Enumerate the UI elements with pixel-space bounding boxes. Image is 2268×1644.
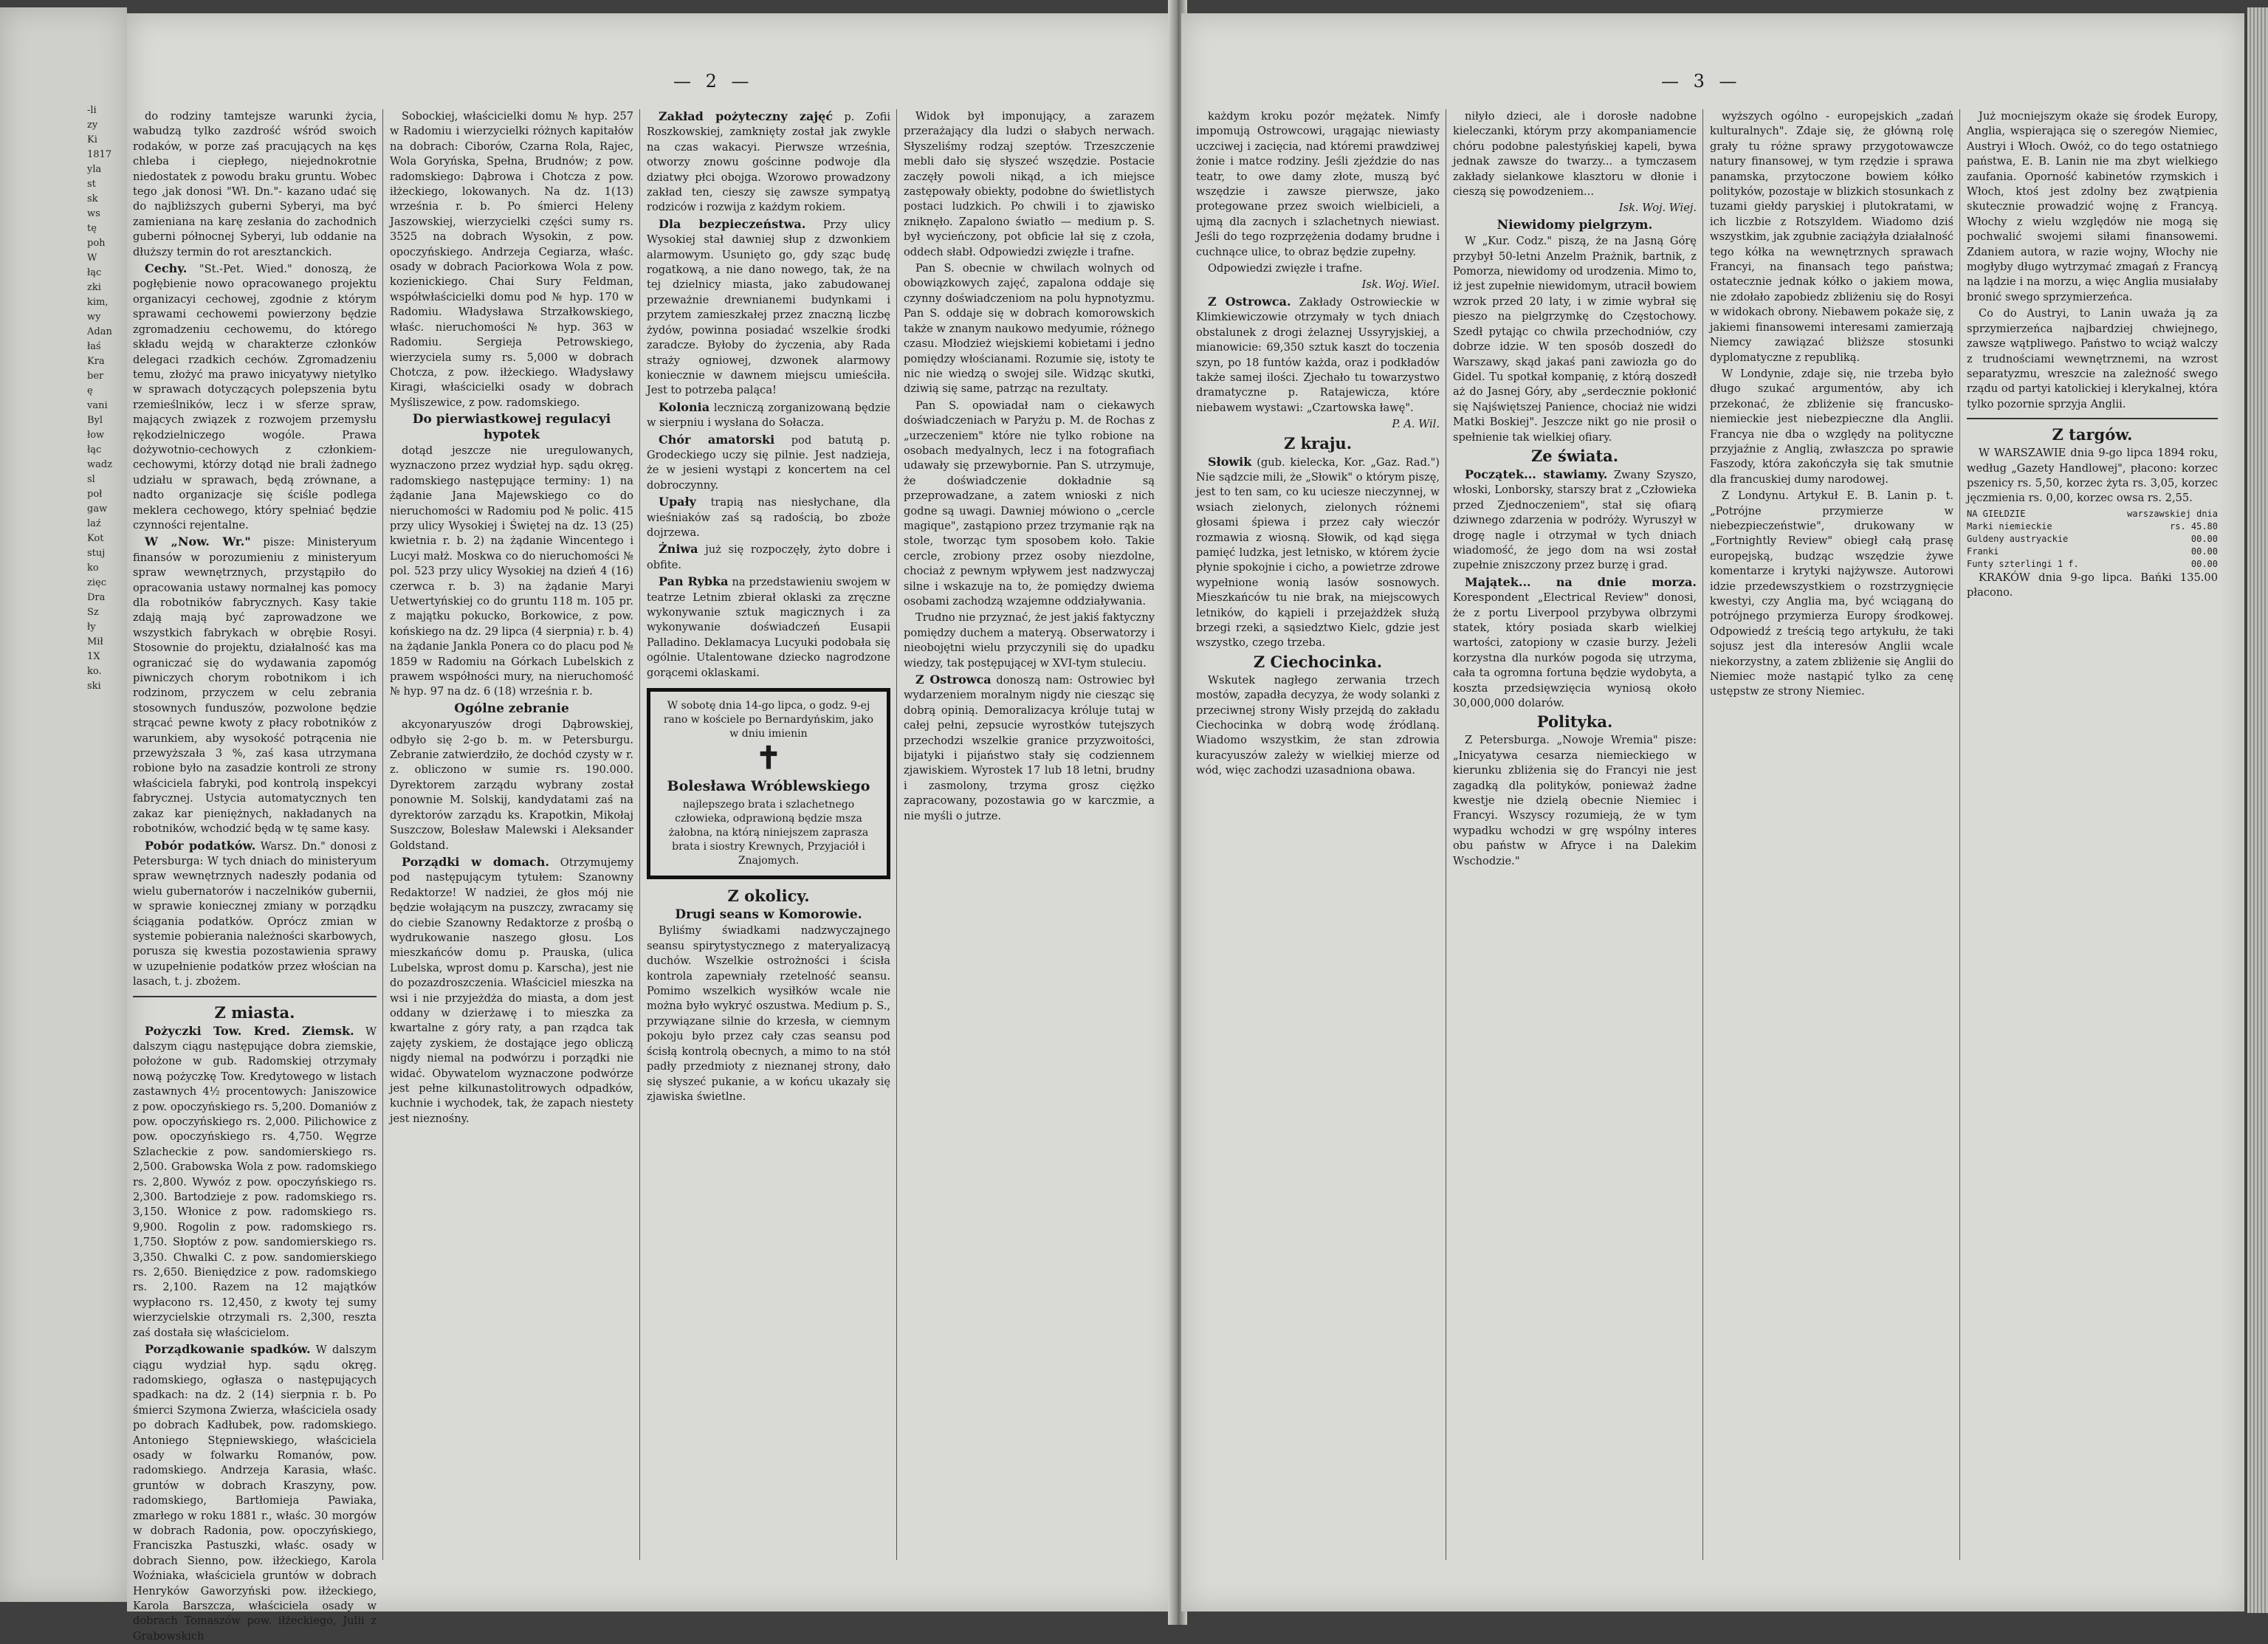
cross-icon: ✝: [755, 740, 782, 777]
obituary-text: najlepszego brata i szlachetnego człowieka, odprawioną będzie msza żałobna, na którą niniejszem zaprasza brata i siostry Krewnych, Przyjaciół i Znajomych.: [668, 799, 869, 867]
article-paragraph: [1196, 261, 1440, 276]
article-text: każdym kroku pozór mężatek. Nimfy impomują Ostrowcowi, urągając niewiasty uczciwej i zacięcia, nad któremi prawdziwej żonie i matce rodziny. Jeśli zjeździe do nas teatr, to owe damy złote, muszą być wszędzie i zawsze pierwsze, jako protegowane przez swoich wielbicieli, a ujmą dla zacnych i szlachetnych niewiast. Jeśli do tego rozprzężenia dodamy brudne i cuchnące ulice, to obraz będzie zupełny.: [1196, 110, 1440, 258]
article-paragraph: [1967, 109, 2218, 305]
article-paragraph: [133, 109, 377, 260]
right-page: [1181, 13, 2244, 1612]
exchange-label: Franki: [1967, 546, 1999, 557]
left-column-1: [133, 109, 377, 1643]
article-title: Ogólne zebranie: [454, 701, 569, 716]
article-paragraph: [1196, 455, 1440, 651]
article-text: Otrzymujemy pod następującym tytułem: Szanowny Redaktorze! W nadziei, że głos mój nie będzie wołającym na puszczy, zwracamy się do ciebie Szanowny Redaktorze z prośbą o wydrukowanie naszego głosu. Los mieszkańców domu p. Prauska, (ulica Lubelska, wprost domu p. Karscha), jest nie do pozazdroszczenia. Właściciel mieszka na wsi i nie przyjeżdża do miasta, a dom jest oddany w dzierżawę i to mieszka za kwartalne z góry raty, a pan rządca tak zajęty zyskiem, że dostające jego obliczą nigdy niemal na podwórzu i porządki nie widać. Obywatelom wyznaczone podwórze jest pełne kilkunastolitrowych odpadków, kuchnie i wychodek, tak, że zapach niestety jest nieznośny.: [390, 856, 633, 1125]
article-heading: Pobór podatków.: [145, 838, 256, 853]
edge-fragment: ły: [87, 622, 96, 633]
article-paragraph: [390, 109, 633, 410]
article-paragraph: [647, 433, 890, 494]
edge-fragment: sk: [87, 193, 98, 204]
edge-fragment: wy: [87, 312, 101, 323]
edge-fragment: Ki: [87, 134, 97, 145]
right-column-1: [1196, 109, 1440, 1560]
left-column-3: [647, 109, 890, 1560]
article-text: wyższych ogólno - europejskich „zadań kulturalnych". Zdaje się, że główną rolę grały tu różne sprawy przygotowawcze natury finansowej, w tym rzędzie i sprawa panamska, przytoczone bowiem kółko polityków, pozostaje w blizkich stosunkach z tuzami giełdy paryskiej i plutokratami, w ich liczbie z Rotszyldem. Wiadomo dziś wszystkim, jak zgubnie zaciążyła działalność tego kółka na wewnętrznych sprawach Francyi, na finansach tego państwa; ostatecznie jednak kółko o jakiem mowa, nie zdołało zapobiedz zbliżeniu się do Rosyi w widokach obrony. Niebawem pokaże się, z jakiemi finansowemi interesami zamierzają Niemcy zawiązać bliższe stosunki dyplomatyczne z republiką.: [1710, 110, 1953, 364]
article-paragraph: [1196, 295, 1440, 416]
exchange-value: 00.00: [2190, 533, 2218, 544]
article-text: Co do Austryi, to Lanin uważa ją za sprzymierzeńca najbardziej chwiejnego, zawsze wątpliwego. Państwo to wciąż walczy z trudnościami wewnętrznemi, na wzrost separatyzmu, wreszcie na zależność swego rządu od partyi katolickiej i klerykalnej, która tylko pozornie sprzyja Anglii.: [1967, 307, 2218, 410]
edge-fragment: -li: [87, 105, 97, 116]
article-paragraph: [1710, 489, 1953, 700]
left-column-2: [390, 109, 633, 1560]
edge-fragment: 1817: [87, 149, 112, 160]
page-stack-edge: [2247, 7, 2268, 1613]
article-paragraph: [1453, 733, 1697, 869]
article-text: Już mocniejszym okaże się środek Europy, Anglia, wspierająca się o szeregów Niemiec, Austryi i Włoch. Owóż, co do tego ostatniego państwa, E. B. Lanin nie ma zbyt wielkiego zaufania. Oporność kabinetów rzymskich i Włoch, ktoś jest zdolny bez zwątpienia skutecznie prowadzić wojnę z Francyą. Włochy z wielu względów nie mogą się pochwalić swojemi siłami finansowemi. Zdaniem autora, w razie wojny, Włochy nie mogłyby długo wytrzymać zmagań z Francyą na lądzie i na morzu, a więc Anglia musiałaby bronić swego sprzymierzeńca.: [1967, 110, 2218, 303]
article-text: już się rozpoczęły, żyto dobre i obfite.: [647, 543, 890, 571]
edge-fragment: łow: [87, 430, 105, 441]
edge-fragment: ws: [87, 208, 100, 219]
article-text: W Londynie, zdaje się, nie trzeba było długo szukać argumentów, aby ich przekonać, że zbliżenie się francusko-niemieckie jest niebezpieczne dla Anglii. Francya nie dba o względy na polityczne przyjaźnie z Anglią, zwłaszcza po sprawie Faszody, która zakończyła się tak smutnie dla francuskiej dumy narodowej.: [1710, 367, 1953, 486]
right-column-2: [1453, 109, 1697, 1560]
article-text: W „Kur. Codz." piszą, że na Jasną Górę przybył 50-letni Anzelm Prażnik, bartnik, z Pomorza, niewidomy od urodzenia. Mimo to, iż jest zupełnie niewidomym, utracił bowiem wzrok przed 20 laty, i w zimie wybrał się pieszo na pielgrzymkę do Częstochowy. Szedł pytając co chwila przechodniów, czy dobrze idzie. W ten sposób doszedł do Warszawy, skąd jakaś pani zawiozła go do Gidel. Tu spotkał kompanię, z którą doszedł aż do Jasnej Góry, aby „serdecznie pokłonić się Najświętszej Panience, chociaż nie widzi Matki Boskiej". Jeszcze nikt go nie prosił o spełnienie tak wielkiej ofiary.: [1453, 235, 1697, 444]
exchange-row: [1967, 533, 2218, 546]
article-paragraph: [1196, 109, 1440, 260]
edge-fragment: Kot: [87, 533, 104, 544]
article-text: Byliśmy świadkami nadzwyczajnego seansu spirytystycznego z materyalizacyą duchów. Wszelkie ostrożności i ścisła kontrola zapewniały rzetelność seansu. Pomimo wszelkich wysiłków wcale nie można było wykryć oszustwa. Medium p. S., przywiązane silnie do krzesła, w ciemnym pokoju było przez cały czas seansu pod ścisłą kontrolą obecnych, a mimo to na stół padły przedmioty z nieznanej strony, dało się słyszeć pukanie, a w końcu ukazały się zjawiska świetlne.: [647, 924, 890, 1103]
section-title: Z miasta.: [214, 1002, 295, 1022]
article-paragraph: [647, 217, 890, 399]
article-heading: W „Now. Wr.": [145, 534, 251, 549]
article-paragraph: [133, 1024, 377, 1341]
article-paragraph: [1196, 673, 1440, 779]
edge-fragment: ski: [87, 681, 101, 692]
edge-fragment: łaś: [87, 341, 101, 352]
article-paragraph: [647, 574, 890, 681]
edge-fragment: Dra: [87, 592, 106, 603]
obituary-intro: W sobotę dnia 14-go lipca, o godz. 9-ej rano w kościele po Bernardyńskim, jako w dniu imienin: [663, 700, 874, 740]
edge-fragment: st: [87, 179, 96, 190]
article-paragraph: [133, 1342, 377, 1644]
exchange-value: warszawskiej dnia: [2127, 508, 2218, 519]
article-text: dotąd jeszcze nie uregulowanych, wyznaczono przez wydział hyp. sądu okręg. radomskiego następujące terminy: 1) na żądanie Jana Majewskiego co do nieruchomości w Radomiu pod № polic. 415 przy ulicy Wysokiej i Świętej na dz. 13 (25) kwietnia r. b. 2) na żądanie Wincentego i Lucyi małż. Moskwa co do nieruchomości № pol. 523 przy ulicy Wysokiej na dzień 4 (16) czerwca r. b. 3) na żądanie Maryi Uetwertyńskiej co do gruntu 118 m. 105 pr. z majątku pokucko, Borkowice, z pow. końskiego na dz. 29 lipca (4 sierpnia) r. b. 4) na żądanie Jankla Ponera co do placu pod № 1859 w Radomiu na Górkach Lubelskich z prawem współności mury, na nieruchomość № hyp. 97 na dz. 6 (18) września r. b.: [390, 444, 633, 698]
article-heading: Chór amatorski: [659, 432, 775, 447]
edge-fragments: [87, 103, 124, 1565]
article-text: Pan S. obecnie w chwilach wolnych od obowiązkowych zajęć, zapalona oddaje się czynny doświadczeniom na polu hypnotyzmu. Pan S. oddaje się w dobrach komorowskich także w znanym naukowo medyumie, różnego czasu. Młodzież wiejskiemi kobietami i jedno pomiędzy włościanami. Rozumie się, istoty te nic nie wiedzą o swojej sile. Widząc skutki, dziwią się same, patrząc na rezultaty.: [904, 262, 1155, 396]
author-signature: Isk. Woj. Wiel.: [1361, 278, 1440, 292]
article-paragraph: [904, 611, 1155, 671]
article-paragraph: [133, 261, 377, 533]
article-heading: Z Ostrowca.: [1208, 294, 1291, 309]
edge-fragment: Byl: [87, 415, 103, 426]
edge-fragment: zy: [87, 120, 98, 131]
column-divider: [896, 109, 897, 1560]
edge-fragment: poh: [87, 238, 106, 249]
article-text: W WARSZAWIE dnia 9-go lipca 1894 roku, według „Gazety Handlowej", płacono: korzec pszenicy rs. 5,50, korzec żyta rs. 3,05, korzec jęczmienia rs. 0,00, korzec owsa rs. 2,55.: [1967, 447, 2218, 505]
edge-fragment: ber: [87, 371, 104, 382]
section-rule: [133, 996, 377, 997]
previous-page-edge: [0, 7, 127, 1602]
article-title: Drugi seans w Komorowie.: [675, 907, 862, 923]
section-title: Polityka.: [1536, 712, 1613, 732]
right-column-4: [1967, 109, 2218, 1560]
article-text: p. Zofii Roszkowskiej, zamknięty został jak zwykle na czas wakacyi. Pierwsze września, otworzy znowu gościnne podwoje dla dziatwy płci obojga. Wzorowo prowadzony zakład ten, cieszy się zawsze sympatyą rodziców i rozwija z każdym rokiem.: [647, 111, 890, 214]
column-divider: [639, 109, 640, 1560]
edge-fragment: vani: [87, 400, 108, 411]
author-signature: Isk. Woj. Wiej.: [1618, 202, 1697, 215]
exchange-label: Marki niemieckie: [1967, 520, 2052, 532]
edge-fragment: yla: [87, 164, 102, 175]
article-text: do rodziny tamtejsze warunki życia, wabudzą tylko zazdrość wśród swoich rodaków, w porze zaś pracujących na kęs chleba i ciepłego, niejednokrotnie niedostatek z powodu braku gruntu. Wobec tego ,jak donosi "Wł. Dn."- kazano udać się do najbliższych guberni Syberyi, ma być zamieniana na karę zesłania do zachodnich guberni północnej Syberyi, lub oddanie na dłuższy termin do rot aresztanckich.: [133, 110, 377, 258]
article-heading: Cechy.: [145, 261, 188, 276]
article-heading: Dla bezpieczeństwa.: [659, 216, 806, 231]
exchange-value: 00.00: [2190, 546, 2218, 557]
article-heading: Kolonia: [659, 399, 710, 414]
right-column-3: [1710, 109, 1953, 1560]
article-paragraph: [390, 718, 633, 853]
edge-fragment: sl: [87, 474, 95, 485]
article-text: Odpowiedzi zwięzłe i trafne.: [1208, 262, 1363, 275]
obituary-notice: [647, 688, 890, 879]
edge-fragment: W: [87, 252, 97, 264]
edge-fragment: Kra: [87, 356, 105, 367]
article-paragraph: [1453, 109, 1697, 199]
section-title: Z targów.: [2052, 425, 2133, 444]
section-title: Z kraju.: [1283, 433, 1353, 453]
article-paragraph: [904, 261, 1155, 397]
article-paragraph: [133, 534, 377, 836]
edge-fragment: łąc: [87, 267, 102, 278]
left-page: [127, 13, 1175, 1643]
article-heading: Majątek... na dnie morza.: [1465, 574, 1697, 589]
article-text: trapią nas niesłychane, dla wieśniaków zaś są radością, bo zboże dojrzewa.: [647, 496, 890, 539]
exchange-row: [1967, 546, 2218, 558]
article-heading: Zakład pożyteczny zajęć: [659, 109, 834, 123]
article-heading: Pożyczki Tow. Kred. Ziemsk.: [145, 1023, 354, 1038]
article-paragraph: [647, 109, 890, 216]
edge-fragment: Sz: [87, 607, 99, 618]
edge-fragment: Adan: [87, 326, 112, 337]
article-text: W dalszym ciągu następujące dobra ziemskie, położone w gub. Radomskiej otrzymały nową pożyczkę Tow. Kredytowego w listach zastawnych 4½ procentowych: Janiszowice z pow. opoczyńskiego rs. 5,200. Domaniów z pow. opoczyńskiego rs. 2,000. Pilichowice z pow. opoczyńskiego rs. 4,750. Węgrze Szlacheckie z pow. sandomierskiego rs. 2,500. Grabowska Wola z pow. radomskiego rs. 2,800. Wywóz z pow. opoczyńskiego rs. 2,300. Bartodzieje z pow. radomskiego rs. 3,150. Włonice z pow. radomskiego rs. 9,900. Rogolin z pow. radomskiego rs. 1,750. Słoptów z pow. sandomierskiego rs. 3,350. Chwalki C. z pow. sandomierskiego rs. 2,650. Bieniędzice z pow. radomskiego rs. 2,100. Razem na 12 majątków wypłacono rs. 12,450, z kwoty tej sumy wierzycielskie otrzymali rs. 2,300, reszta zaś dostała się właścicielom.: [133, 1025, 377, 1339]
article-paragraph: [904, 109, 1155, 260]
article-paragraph: [1710, 367, 1953, 487]
exchange-rates-table: [1967, 508, 2218, 571]
article-text: Zwany Szyszo, włoski, Lonborsky, starszy brat z „Człowieka przed Zjednoczeniem", stał się ofiarą dziwnego zdarzenia w podróży. Wyruszył w drogę nagle i otrzymał w tych dniach wiadomość, że jego dom na wsi został zupełnie zniszczony przez burzę i grad.: [1453, 468, 1697, 572]
article-paragraph: [904, 399, 1155, 610]
article-text: niłyło dzieci, ale i dorosłe nadobne kieleczanki, którym przy akompaniamencie chóru podobne palestyńskiej kapeli, bywa jednak zawsze do twarzy... a tymczasem zakłady sielankowe klasztoru w dłonie i cieszą się powodzeniem...: [1453, 110, 1697, 199]
edge-fragment: zki: [87, 282, 101, 293]
article-paragraph: [1453, 467, 1697, 574]
article-text: Przy ulicy Wysokiej stał dawniej słup z dzwonkiem alarmowym. Usunięto go, gdy sząc budę rogatkową, a nie dano nowego, tak, że na tej dzielnicy miasta, jako zabudowanej przeważnie drewnianemi budynkami i przytem zamieszkałej przez znaczną liczbę żydów, powinna posiadać wszelkie środki zaradcze. Byłoby do życzenia, aby Rada straży ogniowej, dzwonek alarmowy koniecznie w dawnem miejscu umieściła. Jest to potrzeba paląca!: [647, 218, 890, 397]
article-heading: Początek... stawiamy.: [1465, 467, 1608, 481]
exchange-label: Funty szterlingi 1 f.: [1967, 558, 2079, 569]
edge-fragment: Mił: [87, 636, 103, 647]
article-text: Zakłady Ostrowieckie w Klimkiewiczowie otrzymały w tych dniach obstalunek z drogi żelaznej Ussyryjskiej, a mianowicie: 69,350 sztuk kaszt do toczenia szyn, po 18 funtów każda, oraz i podkładów także samej ilości. Zjechało tu towarzystwo dramatyczne p. Ratajewicza, które niebawem wystawi: „Czartowska ławę".: [1196, 295, 1440, 414]
page-number-left: — 2 —: [673, 71, 754, 92]
column-divider: [382, 109, 383, 1560]
article-text: "St.-Pet. Wied." donoszą, że pogłębienie nowo opracowanego projektu organizacyi cechowej, zgodnie z którym sprawami cechowemi powierzony będzie zgromadzeniu cechowemu, do którego składu wejdą w charakterze członków delegaci rzadkich cechów. Zgromadzeniu temu, złożyć ma prawo inicyatywy nietylko w sprawach dotyczących polepszenia bytu rzemieślników, lecz i w sferze spraw, mających związek z rozwojem przemysłu rękodzielniczego wogóle. Prawa dożywotnio-cechowych z członkiem-cechowymi, którzy dotąd nie brali żadnego udziału w sprawach, będą zrównane, a nadto organizacje się ściśle podlega meklera cechowego, który spełniać będzie czynności rejentalne.: [133, 263, 377, 532]
column-divider: [1702, 109, 1703, 1560]
article-heading: Z Ostrowca: [915, 673, 992, 687]
article-text: Widok był imponujący, a zarazem przerażający dla ludzi o słabych nerwach. Słyszeliśmy rodzaj szeptów. Trzeszczenie mebli dało się słyszeć wszędzie. Postacie zaczęły powoli nikąd, a ich miejsce zastępowały obiekty, podobne do świetlistych postaci ludzkich. Po chwili i to zjawisko zniknęło. Zapalono światło — medium p. S. był wycieńczony, pot obficie lał się z czoła, oddech słabł. Odpowiedzi zwięzłe i trafne.: [904, 110, 1155, 258]
exchange-row: [1967, 558, 2218, 571]
article-text: pod batutą p. Grodeckiego uczy się pilnie. Jest nadzieja, że w jesieni wystąpi z koncertem na cel dobroczynny.: [647, 433, 890, 492]
exchange-value: 00.00: [2190, 558, 2218, 569]
edge-fragment: ko.: [87, 666, 102, 677]
edge-fragment: kim,: [87, 297, 109, 308]
edge-fragment: wadz: [87, 459, 113, 470]
article-paragraph: [390, 855, 633, 1127]
edge-fragment: tę: [87, 223, 97, 234]
article-text: donoszą nam: Ostrowiec był wydarzeniem moralnym nigdy nie ciesząc się dobrą opinią. Demoralizacya króluje tutaj w całej pełni, zepsucie wyrostków tutejszych przechodzi wszelkie granice przyzwoitości, bijatyki i pijaństwo stały się codziennem zjawiskiem. Wyrostek 17 lub 18 letni, brudny i zasmolony, trzyma grosz ciężko zapracowany, pozostawia go w karczmie, a nie myśli o jutrze.: [904, 674, 1155, 822]
article-heading: Słowik: [1208, 454, 1252, 469]
edge-fragment: poł: [87, 489, 103, 500]
article-title: Niewidomy pielgrzym.: [1496, 217, 1653, 233]
article-heading: Porządki w domach.: [402, 854, 549, 869]
edge-fragment: łąc: [87, 444, 102, 455]
article-paragraph: [1710, 109, 1953, 365]
article-text: Trudno nie przyznać, że jest jakiś faktyczny pomiędzy duchem a materyą. Obserwatorzy i nieobojętni wielu przyczynili się do upadku wiedzy, tak postępującej w XVI-tym stuleciu.: [904, 611, 1155, 670]
article-text: KRAKÓW dnia 9-go lipca. Bańki 135.00 płacono.: [1967, 571, 2218, 599]
author-signature: P. A. Wil.: [1392, 418, 1440, 431]
article-title: Do pierwiastkowej regulacyi hypotek: [412, 412, 611, 442]
section-title: Z okolicy.: [727, 887, 810, 906]
obituary-name: Bolesława Wróblewskiego: [667, 778, 870, 795]
article-paragraph: [1967, 306, 2218, 412]
article-paragraph: [647, 495, 890, 540]
article-text: akcyonaryuszów drogi Dąbrowskiej, odbyło się 2-go b. m. w Petersburgu. Zebranie zatwierdziło, że dochód czysty w r. z. obliczono w sumie rs. 190.000. Dyrektorem zarządu wybrany został ponownie M. Solskij, kandydatami zaś na dyrektorów zarządu ks. Krapotkin, Mikołaj Suszczow, Bolesław Malewski i Aleksander Goldstand.: [390, 718, 633, 852]
edge-fragment: laź: [87, 518, 101, 529]
article-paragraph: [647, 400, 890, 431]
article-text: (gub. kielecka, Kor. „Gaz. Rad.") Nie sądzcie mili, że „Słowik" o którym piszę, jest to ten sam, co ku uciesze nieczynnej, w wsiach zielonych, zielonych różnemi głosami śpiewa i przez cały wieczór rozmawia z wiosną. Słowik, od kąd sięga pamięć ludzka, jest letnisko, w którem życie płynie spokojnie i cicho, a powietrze zdrowe wypełnione wonią lasów sosnowych. Mieszkańców tu nie brak, na miejscowych letników, do kąpieli i przejażdżek służą brzegi rzeki, a sąsiedztwo Kielc, gdzie jest wszystko, czego trzeba.: [1196, 455, 1440, 650]
article-text: Korespondent „Electrical Review" donosi, że z portu Liverpool przybywa olbrzymi statek, który posiada skarb wielkiej wartości, zatopiony w czasie burzy. Jeżeli korzystna dla nurków pogoda się utrzyma, cała ta ogromna fortuna będzie wydobyta, a koszta przedsięwzięcia wyniosą około 30,000,000 dolarów.: [1453, 591, 1697, 710]
edge-fragment: zięc: [87, 577, 106, 588]
article-paragraph: [1453, 234, 1697, 445]
exchange-label: NA GIEŁDZIE: [1967, 508, 2026, 519]
edge-fragment: gaw: [87, 503, 108, 515]
article-paragraph: [1453, 575, 1697, 712]
page-number-right: — 3 —: [1661, 71, 1742, 92]
article-text: Z Petersburga. „Nowoje Wremia" pisze: „Inicyatywa cesarza niemieckiego w kierunku zbliżenia się do Francyi nie jest zagadką dla polityków, ponieważ żadne kwestje nie dzielą obecnie Niemiec i Francyi. Wszyscy rozumieją, że w tym wypadku wchodzi w grę wspólny interes obu państw w Afryce i na Dalekim Wschodzie.": [1453, 734, 1697, 867]
article-paragraph: [904, 673, 1155, 824]
article-text: W dalszym ciągu wydział hyp. sądu okręg. radomskiego, ogłasza o następujących spadkach: na dz. 2 (14) sierpnia r. b. Po śmierci Szymona Zwierza, właściciela osady po dobrach Kadłubek, pow. radomskiego. Antoniego Stępniewskiego, właściciela osady w folwarku Romanów, pow. radomskiego. Andrzeja Karasia, właśc. gruntów w dobrach Kraszyny, pow. radomskiego, Bartłomieja Pawiaka, zmarłego w roku 1881 r., właśc. 30 morgów w dobrach Radonia, pow. opoczyńskiego, Franciszka Pastuszki, właśc. osady w dobrach Sienno, pow. iłżeckiego, Karola Woźniaka, właściciela gruntów w dobrach Henryków Gaworzyński pow. iłżeckiego, Karola Barszcza, właściciela osady w dobrach Tomaszów pow. iłżeckiego, Julii z Grabowskich: [133, 1344, 377, 1643]
article-text: leczniczą zorganizowaną będzie w sierpniu i wysłana do Sołacza.: [647, 401, 891, 430]
article-text: Warsz. Dn." donosi z Petersburga: W tych dniach do ministeryum spraw wewnętrznych nadeszły podania od wielu gubernatorów i naczelników gubernii, w sprawie koniecznej zmiany w porządku ściągania podatków. Oprócz zmian w systemie pobierania należności skarbowych, porusza się kwestia pozostawienia sprawy w uzupełnienie podatków przez włościan na lasach, t. j. zbożem.: [133, 839, 377, 988]
article-heading: Upały: [659, 495, 696, 509]
exchange-row: [1967, 508, 2218, 520]
section-title: Z Ciechocinka.: [1253, 652, 1383, 671]
section-rule: [1967, 418, 2218, 419]
article-text: Sobockiej, właścicielki domu № hyp. 257 w Radomiu i wierzycielki różnych kapitałów na dobrach: Ciborów, Czarna Rola, Rajec, Wola Goryńska, Spełna, Brudnów; z pow. radomskiego: Dąbrowa i Chotcza z pow. iłżeckiego, lokowanych. Na dz. 1(13) września r. b. Po śmierci Heleny Jaszowskiej, wierzycielki części sumy rs. 3525 na dobrach Wysokin, z pow. opoczyńskiego. Andrzeja Cegiarza, właśc. osady w dobrach Paciorkowa Wola z pow. kozienickiego. Chai Sury Feldman, współwłaścicielki domu pod № hyp. 170 w Radomiu. Władysława Strzałkowskiego, właśc. nieruchomości № hyp. 363 w Radomiu. Sergieja Petrowskiego, wierzyciela sumy rs. 5,000 w dobrach Chotcza, z pow. iłżeckiego. Władysławy Kiragi, właścicielki osady w dobrach Myśliszewice, z pow. radomskiego.: [390, 110, 633, 409]
edge-fragment: ko: [87, 563, 99, 574]
section-title: Ze świata.: [1530, 446, 1619, 465]
article-paragraph: [1967, 446, 2218, 506]
article-text: Z Londynu. Artykuł E. B. Lanin p. t. „Potrójne przymierze w niebezpieczeństwie", drukowany w „Fortnightly Review" obiegł całą prasę europejską, budząc wszędzie żywe komentarze i krytyki najżywsze. Autorowi idzie przedewszystkiem o rozstrzygnięcie kwestyi, czy Anglia ma, być wciąganą do potrójnego przymierza Europy środkowej. Odpowiedź z treścią tego artykułu, że taki sojusz jest dla interesów Anglii wcale niekorzystny, a zatem zbliżenie się Anglii do Niemiec może nastąpić tylko za cenę ustępstw ze strony Niemiec.: [1710, 489, 1953, 698]
article-paragraph: [390, 444, 633, 700]
exchange-label: Guldeny austryackie: [1967, 533, 2069, 544]
article-text: Pan S. opowiadał nam o ciekawych doświadczeniach w Paryżu p. M. de Rochas z „urzeczeniem" które nie tylko robione na osobach medyalnych, lecz i na fotografiach udawały się przewybornie. Pan S. utrzymuje, że doświadczenie dokładnie są przeprowadzane, a zatem wnioski z nich godne są uwagi. Dawniej mówiono o „cercle magique", zastąpiono przez trzymanie rąk na stole, tworząc tym sposobem koło. Takie cercle, zrobiony przez osoby niezdolne, chociaż z pewnym wpływem jest nadzwyczaj silne i wskazuje na to, że pomiędzy dwiema osobami zachodzą wzajemne oddziaływania.: [904, 399, 1155, 608]
article-paragraph: [647, 924, 890, 1104]
article-heading: Pan Rybka: [659, 574, 729, 589]
article-paragraph: [647, 542, 890, 573]
article-paragraph: [1967, 571, 2218, 601]
exchange-row: [1967, 520, 2218, 533]
column-divider: [1959, 109, 1960, 1560]
article-text: na przedstawieniu swojem w teatrze Letnim zbierał oklaski za zręczne wykonywanie sztuk magicznych i za wykonywanie doświadczeń Eusapii Palladino. Deklamacya Lucyuki podobała się ogólnie. Utalentowane dziecko nagrodzone gorącemi oklaskami.: [647, 576, 891, 679]
edge-fragment: 1X: [87, 651, 100, 662]
edge-fragment: stuj: [87, 548, 106, 559]
article-paragraph: [133, 839, 377, 990]
article-heading: Żniwa: [659, 542, 698, 557]
article-heading: Porządkowanie spadków.: [145, 1342, 311, 1357]
edge-fragment: ę: [87, 385, 93, 396]
article-text: pisze: Ministeryum finansów w porozumieniu z ministeryum spraw wewnętrznych, przystąpiło do opracowania ustawy normalnej kas pomocy dla robotników fabrycznych. Kasy takie zdają mają być zaprowadzone we wszystkich fabrykach w obrębie Rosyi. Stosownie do projektu, działalność kas ma ograniczać się do wydawania zapomóg piwniczych chorym robotnikom i ich rodzinom, przyczem w celu zebrania stosownych funduszów, pozwolone będzie strącać pewne kwoty z płacy robotników z warunkiem, aby wysokość potrącenia nie przewyższała 3 %, zaś kasa utrzymana robione było na zasadzie kontroli ze strony właściciela fabryki, pod kontrolą inspekcyi fabrycznej. Ustycia automatycznych ten zakaz kar pieniężnych, nakładanych na robotników, wchodzić będą w tę same kasy.: [133, 536, 377, 836]
left-column-4: [904, 109, 1155, 1560]
exchange-value: rs. 45.80: [2169, 520, 2218, 532]
article-text: Wskutek nagłego zerwania trzech mostów, zapadła decyzya, że wody solanki z przeciwnej strony Wisły przejdą do zakładu Ciechocinka w dobrą wodę źródlaną. Wiadomo wszystkim, że stan zdrowia kuracyuszów zależy w wielkiej mierze od wód, więc zachodzi uzasadniona obawa.: [1196, 673, 1440, 777]
